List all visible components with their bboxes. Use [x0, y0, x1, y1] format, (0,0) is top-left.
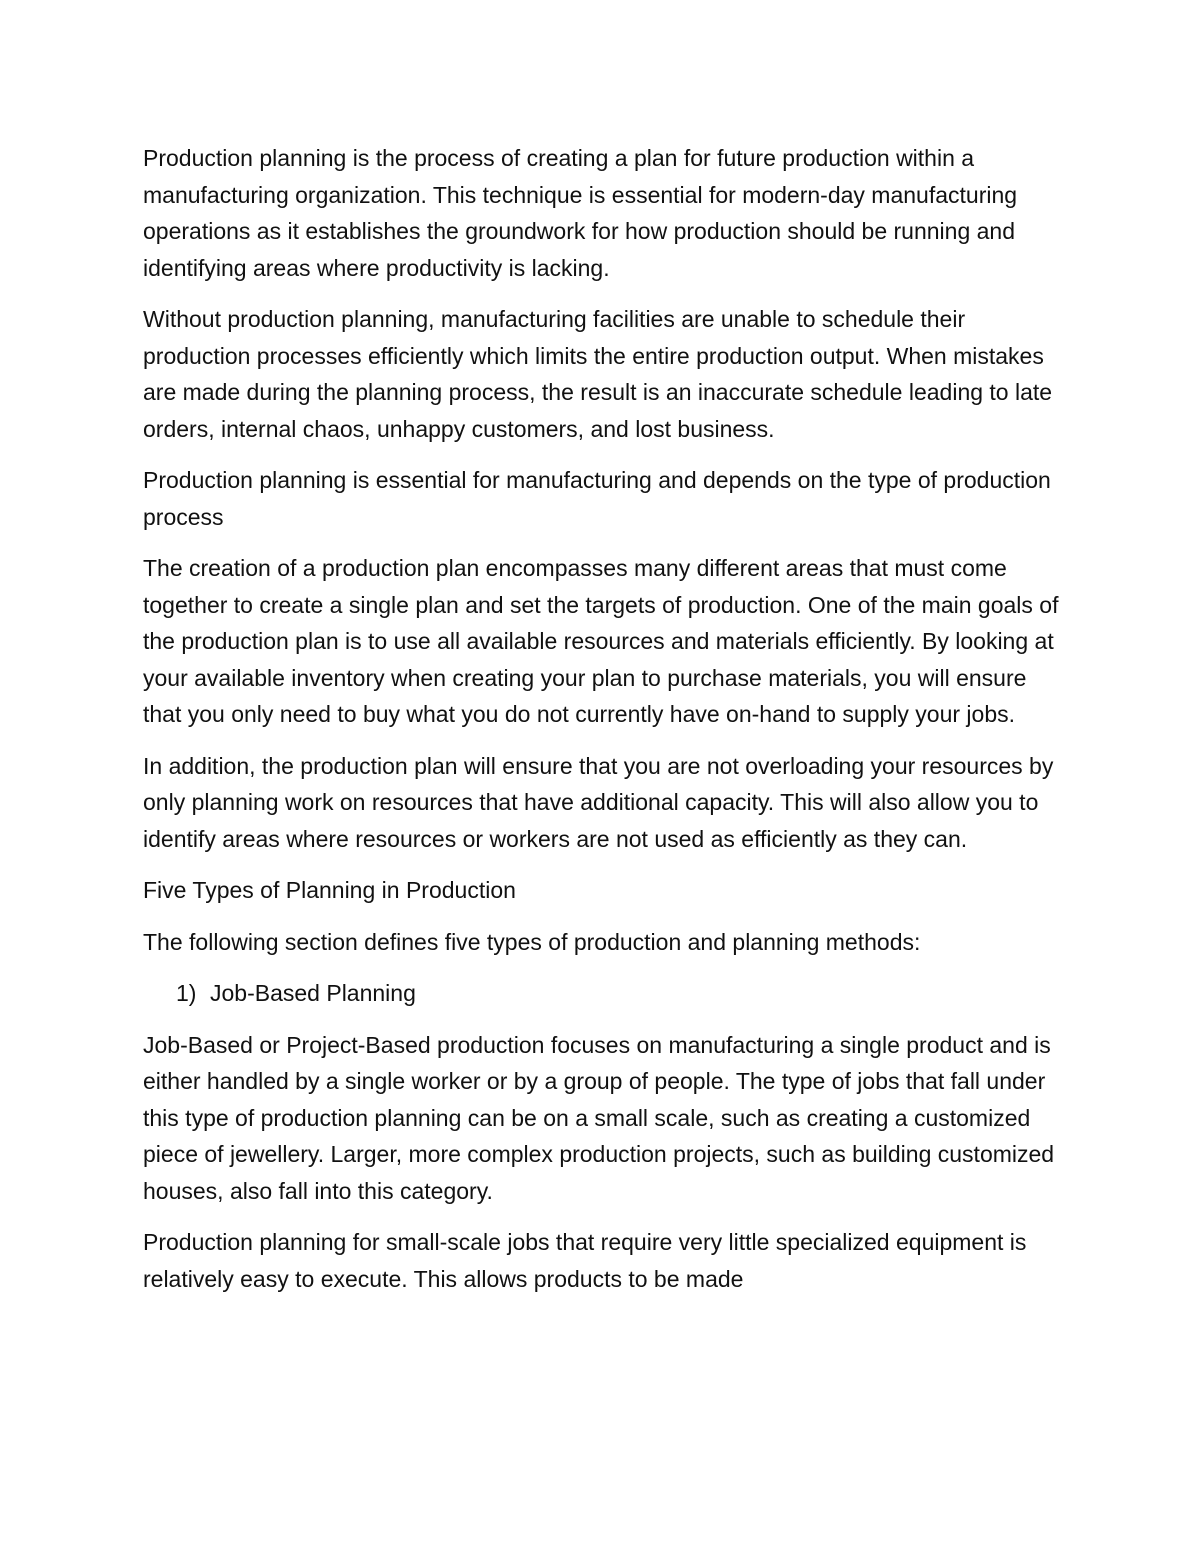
paragraph-creation: The creation of a production plan encompasses many different areas that must come together to create a single plan and set the targets of production. One of the main goals of the production plan is to use all available resources and materials efficiently. By looking at your available inventory when creating your plan to purchase materials, you will ensure that you only need to buy what you do not currently have on-hand to supply your jobs. — [143, 555, 1059, 727]
document-body — [143, 140, 1063, 1312]
paragraph-without-planning: Without production planning, manufacturing facilities are unable to schedule their production processes efficiently which limits the entire production output. When mistakes are made during the planning process, the result is an inaccurate schedule leading to late orders, internal chaos, unhappy customers, and lost business. — [143, 306, 1053, 442]
list-item-label: Job-Based Planning — [210, 980, 416, 1006]
paragraph-intro: Production planning is the process of creating a plan for future production within a manufacturing organization. This technique is essential for modern-day manufacturing operations as it establishes the groundwork for how production should be running and identifying areas where productivity is lacking. — [143, 145, 1018, 281]
paragraph-small-scale: Production planning for small-scale jobs that require very little specialized equipment is relatively easy to execute. This allows products to be made — [143, 1229, 1027, 1292]
paragraph-essential: Production planning is essential for manufacturing and depends on the type of production process — [143, 467, 1051, 530]
paragraph-in-addition: In addition, the production plan will ensure that you are not overloading your resources by only planning work on resources that have additional capacity. This will also allow you to identify areas where resources or workers are not used as efficiently as they can. — [143, 752, 1054, 852]
section-intro: The following section defines five types of production and planning methods: — [143, 928, 921, 955]
section-heading: Five Types of Planning in Production — [143, 877, 516, 903]
list-item-number: 1) — [176, 980, 197, 1006]
list-item — [143, 975, 1063, 1012]
paragraph-job-based: Job-Based or Project-Based production focuses on manufacturing a single product and is either handled by a single worker or by a group of people. The type of jobs that fall under this type of production planning can be on a small scale, such as creating a customized piece of jewellery. Larger, more complex production projects, such as building customized houses, also fall into this category. — [143, 1031, 1055, 1204]
